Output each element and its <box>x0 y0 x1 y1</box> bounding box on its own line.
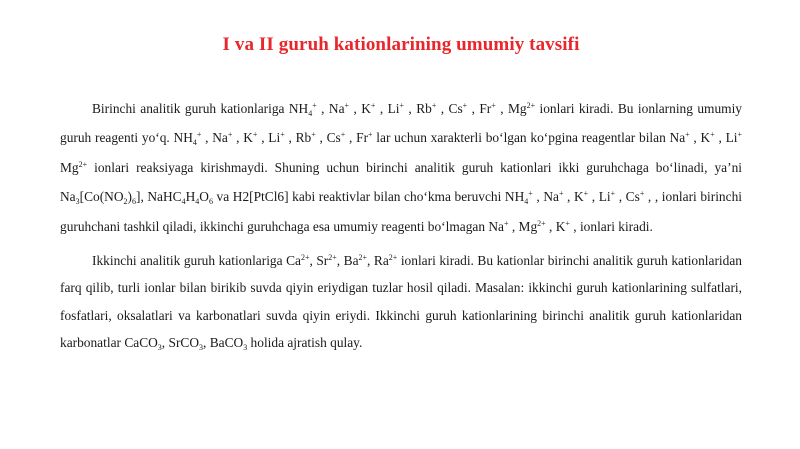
text: , Fr <box>345 130 369 146</box>
subscript: 3 <box>199 343 204 353</box>
text: , BaCO <box>203 335 244 351</box>
text: ionlari reaksiyaga kirishmaydi. Shuning uchun birinchi analitik guruh kationlari ikki guruhchaga boʻlinadi, yaʼni Na <box>60 159 742 205</box>
slide-title: I va II guruh kationlarining umumiy tavsifi <box>222 34 580 55</box>
text: , Sr <box>309 253 329 269</box>
text: , Cs <box>315 130 341 146</box>
superscript: + <box>312 101 317 110</box>
superscript: + <box>504 218 509 228</box>
text: , Li <box>714 130 738 146</box>
subscript: 2 <box>123 197 128 207</box>
text: , Cs <box>436 101 463 116</box>
text: , Ba <box>336 253 359 269</box>
superscript: 2+ <box>78 159 88 169</box>
superscript: 2+ <box>537 218 546 228</box>
superscript: + <box>252 130 258 140</box>
text: Birinchi analitik guruh kationlariga NH <box>92 101 309 116</box>
subscript: 6 <box>208 197 213 207</box>
text: ) <box>127 189 132 205</box>
text: holida ajratish qulay. <box>247 335 363 351</box>
subscript: 6 <box>131 197 136 207</box>
superscript: + <box>344 101 350 110</box>
superscript: + <box>737 130 742 140</box>
text: , K <box>349 101 371 116</box>
text: Mg <box>60 159 79 175</box>
text: , SrCO <box>161 335 200 351</box>
superscript: + <box>399 101 405 110</box>
superscript: 2+ <box>328 253 337 263</box>
superscript: 2+ <box>358 253 368 263</box>
text: ionlari kiradi. Bu kationlar birinchi analitik guruh kationlaridan farq qilib, turli ionlar bilan birikib suvda qiyin eriydigan tuzlar hosil qiladi. Masalan: ikkinchi guruh kationlarining sulfatlari, fosfatlari, oksalatlari va karbonatlari suvda qiyin eriydi. Ikkinchi guruh kationlarining birinchi analitik guruh kationlaridan karbonatlar CaCO <box>60 253 742 351</box>
text: , Rb <box>404 101 432 116</box>
superscript: + <box>368 130 373 140</box>
superscript: + <box>462 101 468 110</box>
text: , Na <box>532 189 559 205</box>
superscript: + <box>558 189 564 199</box>
text: Ikkinchi analitik guruh kationlariga Ca <box>92 253 301 269</box>
text: , Mg <box>495 101 527 116</box>
text: [Co(NO <box>79 189 124 205</box>
text: , K <box>563 189 584 205</box>
subscript: 4 <box>524 197 529 207</box>
superscript: + <box>280 130 285 140</box>
superscript: + <box>227 130 233 140</box>
subscript: 4 <box>192 138 197 148</box>
superscript: + <box>710 130 715 140</box>
text: , Fr <box>467 101 492 116</box>
text: , , ionlari birinchi guruhchani tashkil qiladi, ikkinchi guruhchaga esa umumiy reagenti boʻlmagan Na <box>60 189 742 234</box>
superscript: + <box>311 130 316 140</box>
subscript: 4 <box>308 109 313 118</box>
superscript: 2+ <box>526 101 536 110</box>
text: , Na <box>316 101 345 116</box>
superscript: + <box>639 189 645 199</box>
text: , Na <box>201 130 228 146</box>
text: , Li <box>375 101 400 116</box>
text: , Cs <box>615 189 640 205</box>
superscript: + <box>528 189 533 199</box>
subscript: 3 <box>157 343 162 353</box>
text: , K <box>689 130 711 146</box>
superscript: + <box>431 101 437 110</box>
text: va H2[PtCl6] kabi reaktivlar bilan choʻkma beruvchi NH <box>212 189 525 205</box>
superscript: 2+ <box>388 253 398 263</box>
text: , ionlari kiradi. <box>569 218 653 234</box>
paragraph-second-group <box>60 247 742 357</box>
text: , Ra <box>367 253 389 269</box>
superscript: 2+ <box>300 253 310 263</box>
superscript: + <box>583 189 589 199</box>
text: ionlari kiradi. Bu ionlarning umumiy guruh reagenti yoʻq. NH <box>60 101 742 146</box>
text: , K <box>545 218 566 234</box>
subscript: 3 <box>75 197 80 207</box>
text: ], NaHC <box>135 189 182 205</box>
text: , Li <box>588 189 611 205</box>
superscript: + <box>340 130 346 140</box>
text: , Rb <box>284 130 312 146</box>
superscript: + <box>370 101 376 110</box>
text: , Li <box>257 130 281 146</box>
superscript: + <box>565 218 570 228</box>
text: , K <box>232 130 253 146</box>
paragraph-first-group <box>60 94 742 241</box>
text: , Mg <box>508 218 538 234</box>
text: lar uchun xarakterli boʻlgan koʻpgina reagentlar bilan Na <box>372 130 686 146</box>
subscript: 3 <box>243 343 248 353</box>
superscript: + <box>491 101 496 110</box>
subscript: 4 <box>181 197 186 207</box>
superscript: + <box>196 130 202 140</box>
text: O <box>199 189 209 205</box>
subscript: 4 <box>195 197 200 207</box>
superscript: + <box>685 130 690 140</box>
text: H <box>185 189 196 205</box>
superscript: + <box>610 189 616 199</box>
